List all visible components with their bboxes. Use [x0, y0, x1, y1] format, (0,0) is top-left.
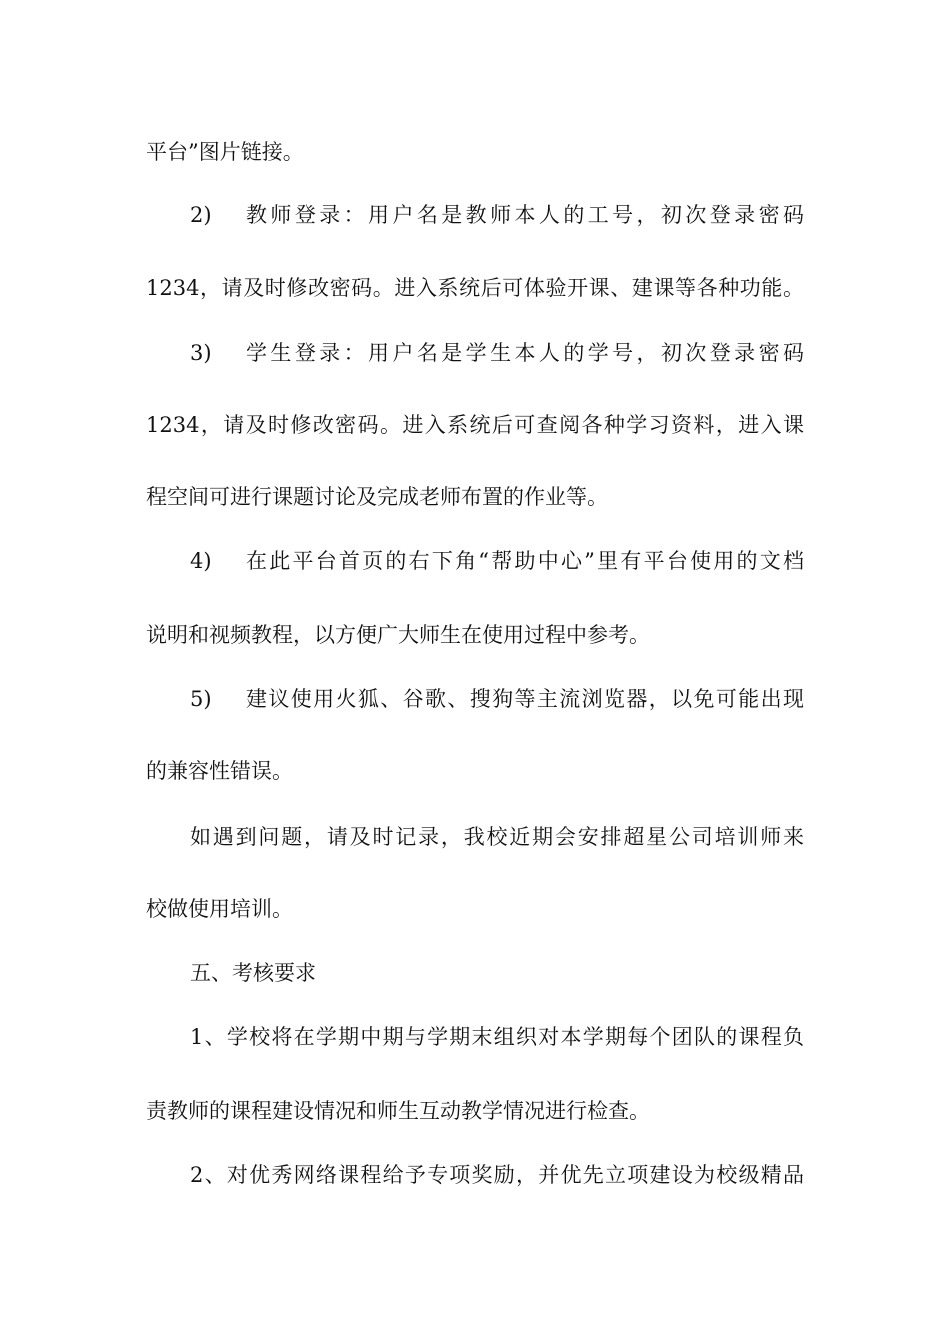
paragraph-line: 责教师的课程建设情况和师生互动教学情况进行检查。: [146, 1099, 650, 1123]
paragraph-line: 1、学校将在学期中期与学期末组织对本学期每个团队的课程负: [190, 1025, 804, 1049]
section-heading: 五、考核要求: [190, 961, 316, 985]
list-item-text: 建议使用火狐、谷歌、搜狗等主流浏览器，以免可能出现: [246, 687, 804, 711]
list-item: [190, 200, 804, 230]
paragraph-line: 1234，请及时修改密码。进入系统后可体验开课、建课等各种功能。: [146, 276, 804, 300]
paragraph-line: 的兼容性错误。: [146, 759, 293, 783]
list-item-text: 教师登录：用户名是教师本人的工号，初次登录密码: [246, 203, 804, 227]
paragraph-line: 说明和视频教程，以方便广大师生在使用过程中参考。: [146, 623, 650, 647]
list-item: [190, 684, 804, 714]
paragraph-line: 1234，请及时修改密码。进入系统后可查阅各种学习资料，进入课: [146, 413, 804, 437]
list-item: [190, 338, 804, 368]
list-item-number: 3): [190, 341, 212, 365]
paragraph-line: 校做使用培训。: [146, 897, 293, 921]
list-item-number: 4): [190, 549, 212, 573]
list-item: [190, 546, 804, 576]
list-item-text: 学生登录：用户名是学生本人的学号，初次登录密码: [246, 341, 804, 365]
list-item-number: 5): [190, 687, 212, 711]
paragraph-line: 程空间可进行课题讨论及完成老师布置的作业等。: [146, 485, 608, 509]
paragraph-line: 2、对优秀网络课程给予专项奖励，并优先立项建设为校级精品: [190, 1163, 804, 1187]
list-item-number: 2): [190, 203, 212, 227]
paragraph-line: 如遇到问题，请及时记录，我校近期会安排超星公司培训师来: [190, 825, 804, 849]
list-item-text: 在此平台首页的右下角“帮助中心”里有平台使用的文档: [246, 549, 804, 573]
paragraph-line: 平台”图片链接。: [146, 140, 304, 164]
